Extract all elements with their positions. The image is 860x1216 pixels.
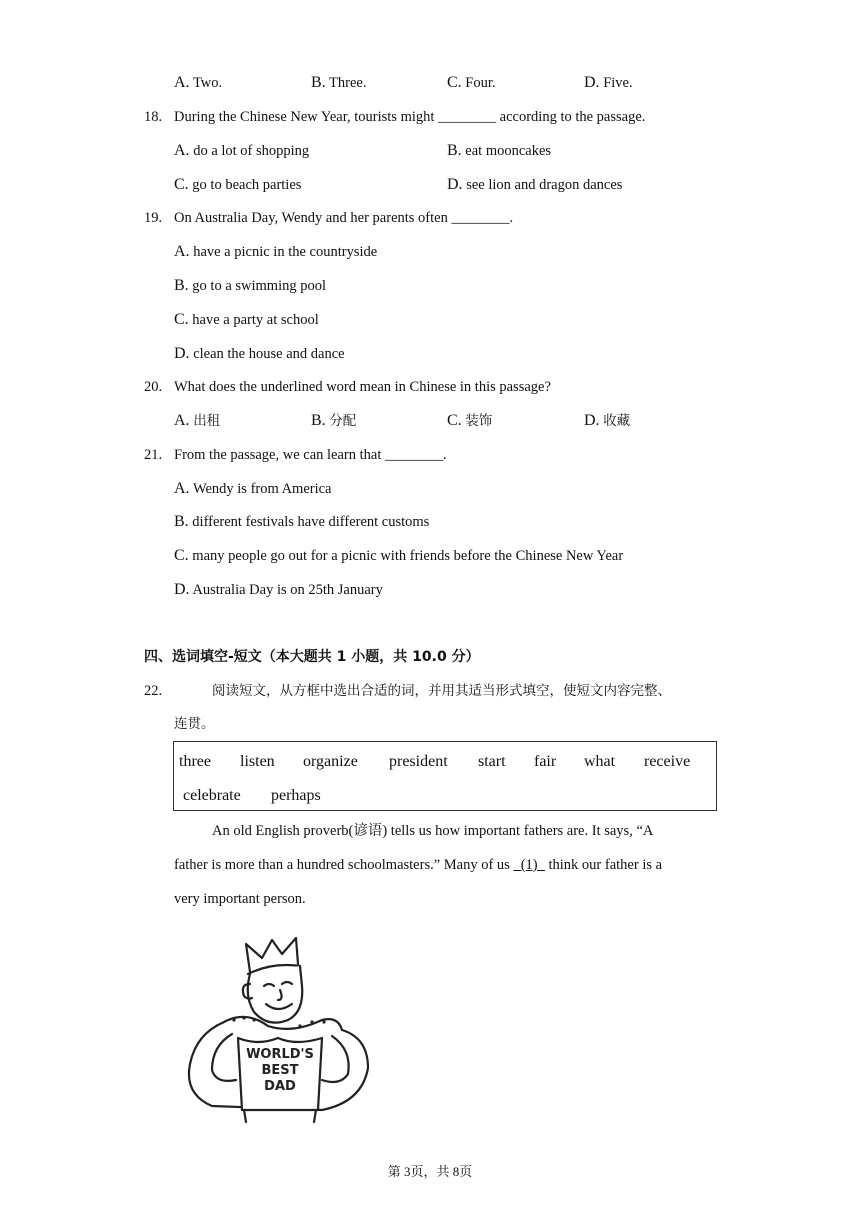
q19-option-b: B. go to a swimming pool [174,277,327,294]
q18-question: During the Chinese New Year, tourists might ________ according to the passage. [174,109,646,125]
q19-option-c: C. have a party at school [174,311,319,328]
passage-line-1: An old English proverb(谚语) tells us how important fathers are. It says, “A [212,823,654,839]
section-heading: 四、选词填空-短文（本大题共 1 小题，共 10.0 分） [144,649,480,665]
word-box-item: start [478,753,506,770]
q19-option-a: A. have a picnic in the countryside [174,243,378,260]
passage-line-2: father is more than a hundred schoolmasters.” Many of us (1) think our father is a [174,857,663,873]
q19-option-d: D. clean the house and dance [174,345,345,362]
q20-option-c: C. 装饰 [447,412,493,429]
q18-option-d: D. see lion and dragon dances [447,176,623,193]
q20-question: What does the underlined word mean in Chinese in this passage? [174,379,551,395]
q22-number: 22. [144,683,163,699]
word-box-item: receive [644,753,691,770]
word-box-item: listen [240,753,275,770]
word-box-item: what [584,753,616,770]
q18-number: 18. [144,109,163,125]
q18-option-b: B. eat mooncakes [447,142,552,159]
word-box-item: three [179,753,211,770]
worlds-best-dad-illustration [172,934,374,1126]
word-box-item: fair [534,753,557,770]
q17-option-a: A. Two. [174,74,223,91]
q17-option-d: D. Five. [584,74,633,91]
shirt-text-line-3: DAD [264,1079,296,1094]
q22-instruction-line2: 连贯。 [174,716,215,732]
blank-1: (1) [513,857,545,873]
word-box-item: perhaps [271,787,321,804]
word-box [173,741,717,811]
word-box-item: celebrate [183,787,241,804]
q20-option-a: A. 出租 [174,412,221,429]
q18-option-c: C. go to beach parties [174,176,302,193]
q19-question: On Australia Day, Wendy and her parents often ________. [174,210,514,226]
q17-option-b: B. Three. [311,74,367,91]
page-footer: 第 3页，共 8页 [387,1164,473,1179]
q19-number: 19. [144,210,163,226]
q21-option-a: A. Wendy is from America [174,480,332,497]
shirt-text-line-2: BEST [261,1063,299,1078]
q20-option-d: D. 收藏 [584,412,631,429]
q22-instruction-line1: 阅读短文，从方框中选出合适的词，并用其适当形式填空，使短文内容完整、 [212,683,671,699]
q21-option-d: D. Australia Day is on 25th January [174,581,383,598]
q21-question: From the passage, we can learn that ________. [174,447,447,463]
q21-option-b: B. different festivals have different customs [174,513,430,530]
q17-option-c: C. Four. [447,74,496,91]
q20-number: 20. [144,379,163,395]
shirt-text-line-1: WORLD'S [246,1047,314,1062]
word-box-item: organize [303,753,358,770]
q21-option-c: C. many people go out for a picnic with friends before the Chinese New Year [174,547,624,564]
q20-option-b: B. 分配 [311,412,357,429]
q18-option-a: A. do a lot of shopping [174,142,310,159]
q21-number: 21. [144,447,163,463]
passage-line-3: very important person. [174,891,306,907]
word-box-item: president [389,753,448,770]
